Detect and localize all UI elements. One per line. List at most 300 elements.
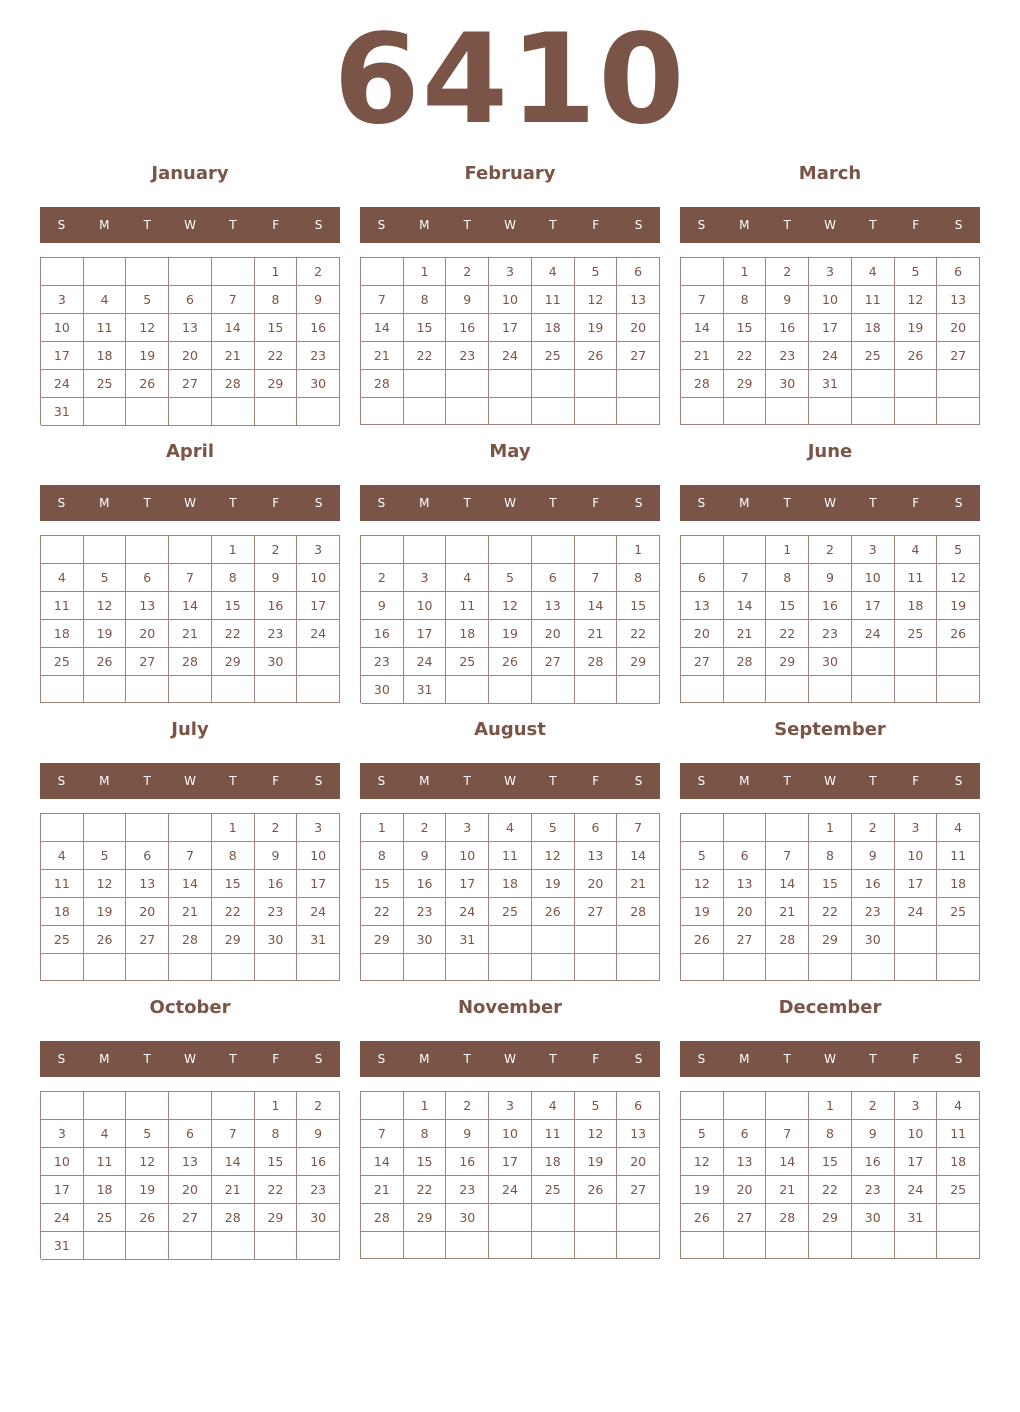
day-cell: 7	[681, 286, 724, 314]
weekday-label: S	[314, 1052, 323, 1066]
day-cell: 11	[532, 1120, 575, 1148]
day-cell: 20	[681, 620, 724, 648]
day-cell: 4	[852, 258, 895, 286]
day-cell: 3	[895, 814, 938, 842]
day-cell: 14	[766, 870, 809, 898]
day-cell: 22	[255, 342, 298, 370]
empty-day-cell	[937, 1204, 980, 1232]
day-cell: 14	[361, 314, 404, 342]
weekday-label: S	[314, 496, 323, 510]
day-cell: 30	[766, 370, 809, 398]
day-cell: 28	[361, 1204, 404, 1232]
empty-day-cell	[617, 954, 660, 981]
day-cell: 13	[126, 870, 169, 898]
day-cell: 11	[937, 842, 980, 870]
empty-day-cell	[895, 676, 938, 703]
day-cell: 10	[489, 286, 532, 314]
empty-day-cell	[212, 954, 255, 981]
day-cell: 12	[126, 314, 169, 342]
day-cell: 30	[297, 370, 340, 398]
empty-day-cell	[41, 814, 84, 842]
empty-day-cell	[681, 398, 724, 425]
day-cell: 5	[84, 564, 127, 592]
day-cell: 24	[297, 620, 340, 648]
empty-day-cell	[169, 1232, 212, 1260]
day-cell: 13	[126, 592, 169, 620]
day-cell: 4	[489, 814, 532, 842]
weekday-label: T	[869, 496, 877, 510]
day-cell: 11	[937, 1120, 980, 1148]
day-cell: 23	[255, 620, 298, 648]
weekday-label: M	[99, 774, 110, 788]
empty-day-cell	[766, 676, 809, 703]
day-cell: 8	[212, 842, 255, 870]
day-cell: 7	[766, 842, 809, 870]
day-cell: 24	[489, 1176, 532, 1204]
day-cell: 21	[681, 342, 724, 370]
day-cell: 15	[212, 870, 255, 898]
day-cell: 6	[126, 842, 169, 870]
empty-day-cell	[84, 1092, 127, 1120]
day-cell: 16	[852, 1148, 895, 1176]
empty-day-cell	[446, 954, 489, 981]
weekday-header	[360, 763, 660, 799]
day-cell: 19	[126, 342, 169, 370]
day-cell: 29	[255, 370, 298, 398]
day-grid	[680, 1091, 980, 1259]
empty-day-cell	[852, 954, 895, 981]
day-cell: 10	[489, 1120, 532, 1148]
weekday-label: T	[549, 496, 557, 510]
day-cell: 27	[617, 342, 660, 370]
day-cell: 20	[575, 870, 618, 898]
day-cell: 6	[575, 814, 618, 842]
day-cell: 25	[532, 1176, 575, 1204]
empty-day-cell	[617, 1232, 660, 1259]
empty-day-cell	[255, 676, 298, 703]
empty-day-cell	[895, 648, 938, 676]
day-cell: 16	[255, 870, 298, 898]
day-cell: 31	[41, 1232, 84, 1260]
empty-day-cell	[489, 398, 532, 425]
weekday-label: S	[377, 774, 386, 788]
empty-day-cell	[84, 258, 127, 286]
empty-day-cell	[895, 398, 938, 425]
day-cell: 8	[212, 564, 255, 592]
day-cell: 23	[297, 1176, 340, 1204]
empty-day-cell	[126, 1232, 169, 1260]
day-cell: 12	[575, 1120, 618, 1148]
day-cell: 16	[404, 870, 447, 898]
empty-day-cell	[532, 1232, 575, 1259]
weekday-header	[40, 763, 340, 799]
weekday-header	[40, 207, 340, 243]
day-cell: 6	[724, 1120, 767, 1148]
empty-day-cell	[681, 258, 724, 286]
day-cell: 19	[84, 620, 127, 648]
day-cell: 21	[212, 1176, 255, 1204]
day-cell: 4	[41, 564, 84, 592]
day-cell: 15	[361, 870, 404, 898]
day-cell: 21	[361, 1176, 404, 1204]
weekday-label: W	[824, 218, 836, 232]
day-cell: 9	[297, 286, 340, 314]
day-cell: 18	[895, 592, 938, 620]
empty-day-cell	[766, 398, 809, 425]
weekday-header	[360, 1041, 660, 1077]
empty-day-cell	[169, 814, 212, 842]
empty-day-cell	[532, 926, 575, 954]
empty-day-cell	[489, 536, 532, 564]
day-cell: 29	[255, 1204, 298, 1232]
day-cell: 23	[297, 342, 340, 370]
day-cell: 9	[852, 1120, 895, 1148]
weekday-label: S	[697, 1052, 706, 1066]
day-cell: 19	[84, 898, 127, 926]
day-cell: 7	[212, 1120, 255, 1148]
empty-day-cell	[532, 536, 575, 564]
day-cell: 6	[126, 564, 169, 592]
weekday-header	[40, 1041, 340, 1077]
day-cell: 21	[169, 620, 212, 648]
weekday-label: S	[954, 1052, 963, 1066]
weekday-label: T	[869, 1052, 877, 1066]
day-grid	[360, 813, 660, 981]
month-name: December	[778, 997, 882, 1018]
day-cell: 23	[446, 1176, 489, 1204]
empty-day-cell	[724, 1092, 767, 1120]
weekday-label: S	[697, 496, 706, 510]
day-cell: 30	[446, 1204, 489, 1232]
day-cell: 2	[852, 814, 895, 842]
empty-day-cell	[446, 398, 489, 425]
empty-day-cell	[84, 814, 127, 842]
day-cell: 22	[766, 620, 809, 648]
day-cell: 18	[852, 314, 895, 342]
weekday-label: M	[739, 1052, 750, 1066]
day-cell: 23	[809, 620, 852, 648]
empty-day-cell	[937, 1232, 980, 1259]
empty-day-cell	[212, 1232, 255, 1260]
day-cell: 29	[766, 648, 809, 676]
weekday-header	[680, 485, 980, 521]
day-cell: 4	[532, 1092, 575, 1120]
day-cell: 8	[724, 286, 767, 314]
empty-day-cell	[297, 1232, 340, 1260]
day-cell: 11	[41, 870, 84, 898]
weekday-label: F	[272, 774, 280, 788]
month-name: July	[171, 719, 209, 740]
day-cell: 2	[404, 814, 447, 842]
weekday-label: W	[184, 774, 196, 788]
day-cell: 2	[446, 1092, 489, 1120]
empty-day-cell	[84, 954, 127, 981]
day-cell: 13	[681, 592, 724, 620]
day-cell: 18	[84, 1176, 127, 1204]
day-cell: 22	[617, 620, 660, 648]
empty-day-cell	[212, 398, 255, 426]
day-cell: 17	[297, 870, 340, 898]
day-cell: 5	[681, 1120, 724, 1148]
day-cell: 5	[126, 286, 169, 314]
day-cell: 16	[766, 314, 809, 342]
empty-day-cell	[361, 398, 404, 425]
empty-day-cell	[766, 954, 809, 981]
day-cell: 24	[297, 898, 340, 926]
day-cell: 20	[937, 314, 980, 342]
day-cell: 10	[852, 564, 895, 592]
day-cell: 28	[724, 648, 767, 676]
day-cell: 2	[852, 1092, 895, 1120]
day-cell: 26	[126, 1204, 169, 1232]
day-cell: 17	[489, 1148, 532, 1176]
day-cell: 20	[617, 314, 660, 342]
day-cell: 3	[809, 258, 852, 286]
weekday-label: S	[57, 496, 66, 510]
empty-day-cell	[126, 814, 169, 842]
empty-day-cell	[361, 954, 404, 981]
day-cell: 19	[575, 314, 618, 342]
day-cell: 2	[297, 258, 340, 286]
empty-day-cell	[446, 370, 489, 398]
day-cell: 19	[681, 898, 724, 926]
empty-day-cell	[169, 1092, 212, 1120]
day-cell: 26	[489, 648, 532, 676]
day-cell: 13	[937, 286, 980, 314]
empty-day-cell	[212, 258, 255, 286]
day-cell: 4	[446, 564, 489, 592]
day-cell: 17	[446, 870, 489, 898]
day-cell: 16	[297, 314, 340, 342]
empty-day-cell	[446, 1232, 489, 1259]
weekday-label: T	[869, 218, 877, 232]
day-cell: 7	[169, 564, 212, 592]
day-cell: 14	[617, 842, 660, 870]
day-grid	[360, 535, 660, 703]
empty-day-cell	[724, 814, 767, 842]
day-cell: 13	[532, 592, 575, 620]
weekday-label: T	[549, 1052, 557, 1066]
day-cell: 10	[41, 314, 84, 342]
day-cell: 13	[617, 1120, 660, 1148]
empty-day-cell	[404, 398, 447, 425]
day-cell: 11	[84, 1148, 127, 1176]
day-cell: 31	[895, 1204, 938, 1232]
day-cell: 27	[724, 926, 767, 954]
day-cell: 3	[895, 1092, 938, 1120]
day-cell: 3	[446, 814, 489, 842]
day-cell: 6	[169, 286, 212, 314]
weekday-label: S	[634, 774, 643, 788]
day-cell: 24	[446, 898, 489, 926]
day-grid	[680, 535, 980, 703]
day-cell: 20	[532, 620, 575, 648]
weekday-header	[680, 207, 980, 243]
weekday-label: F	[912, 496, 920, 510]
empty-day-cell	[575, 536, 618, 564]
day-cell: 24	[852, 620, 895, 648]
empty-day-cell	[681, 536, 724, 564]
weekday-label: W	[824, 1052, 836, 1066]
day-cell: 1	[617, 536, 660, 564]
day-cell: 3	[852, 536, 895, 564]
day-cell: 1	[809, 1092, 852, 1120]
empty-day-cell	[255, 954, 298, 981]
empty-day-cell	[532, 398, 575, 425]
day-cell: 7	[617, 814, 660, 842]
weekday-label: T	[463, 1052, 471, 1066]
day-cell: 26	[895, 342, 938, 370]
day-cell: 27	[575, 898, 618, 926]
day-cell: 5	[126, 1120, 169, 1148]
empty-day-cell	[126, 954, 169, 981]
day-cell: 2	[255, 536, 298, 564]
day-cell: 25	[489, 898, 532, 926]
empty-day-cell	[361, 258, 404, 286]
empty-day-cell	[937, 676, 980, 703]
empty-day-cell	[361, 1092, 404, 1120]
day-cell: 10	[809, 286, 852, 314]
weekday-label: W	[184, 218, 196, 232]
empty-day-cell	[84, 536, 127, 564]
empty-day-cell	[404, 954, 447, 981]
empty-day-cell	[809, 676, 852, 703]
day-cell: 16	[297, 1148, 340, 1176]
day-cell: 15	[255, 1148, 298, 1176]
day-cell: 8	[766, 564, 809, 592]
day-cell: 22	[809, 1176, 852, 1204]
day-cell: 26	[681, 1204, 724, 1232]
day-cell: 23	[446, 342, 489, 370]
day-cell: 1	[809, 814, 852, 842]
day-cell: 11	[489, 842, 532, 870]
day-cell: 3	[489, 258, 532, 286]
day-cell: 12	[575, 286, 618, 314]
day-cell: 5	[489, 564, 532, 592]
day-cell: 20	[617, 1148, 660, 1176]
day-cell: 7	[361, 1120, 404, 1148]
day-cell: 7	[724, 564, 767, 592]
empty-day-cell	[41, 1092, 84, 1120]
day-cell: 12	[681, 870, 724, 898]
day-cell: 17	[297, 592, 340, 620]
empty-day-cell	[361, 1232, 404, 1259]
day-cell: 15	[404, 1148, 447, 1176]
empty-day-cell	[169, 258, 212, 286]
weekday-label: W	[184, 496, 196, 510]
day-cell: 1	[404, 1092, 447, 1120]
weekday-label: T	[463, 496, 471, 510]
day-cell: 14	[169, 870, 212, 898]
day-cell: 23	[852, 1176, 895, 1204]
day-cell: 28	[575, 648, 618, 676]
day-grid	[360, 1091, 660, 1259]
empty-day-cell	[489, 926, 532, 954]
day-cell: 25	[41, 926, 84, 954]
day-cell: 24	[41, 370, 84, 398]
empty-day-cell	[937, 954, 980, 981]
empty-day-cell	[446, 536, 489, 564]
empty-day-cell	[41, 676, 84, 703]
day-cell: 23	[404, 898, 447, 926]
day-cell: 18	[489, 870, 532, 898]
empty-day-cell	[681, 954, 724, 981]
day-cell: 28	[681, 370, 724, 398]
day-cell: 28	[361, 370, 404, 398]
empty-day-cell	[575, 1232, 618, 1259]
empty-day-cell	[681, 814, 724, 842]
day-cell: 10	[41, 1148, 84, 1176]
day-cell: 1	[212, 814, 255, 842]
day-cell: 9	[255, 564, 298, 592]
weekday-label: W	[184, 1052, 196, 1066]
day-cell: 4	[532, 258, 575, 286]
day-cell: 19	[895, 314, 938, 342]
weekday-label: M	[419, 496, 430, 510]
day-cell: 30	[852, 926, 895, 954]
weekday-header	[360, 207, 660, 243]
empty-day-cell	[255, 398, 298, 426]
day-cell: 21	[617, 870, 660, 898]
day-cell: 27	[169, 1204, 212, 1232]
empty-day-cell	[937, 926, 980, 954]
empty-day-cell	[489, 1204, 532, 1232]
weekday-label: T	[783, 774, 791, 788]
empty-day-cell	[681, 1232, 724, 1259]
empty-day-cell	[575, 370, 618, 398]
day-cell: 19	[681, 1176, 724, 1204]
empty-day-cell	[681, 1092, 724, 1120]
weekday-label: T	[783, 218, 791, 232]
day-cell: 27	[937, 342, 980, 370]
day-cell: 3	[489, 1092, 532, 1120]
empty-day-cell	[532, 954, 575, 981]
weekday-label: S	[377, 218, 386, 232]
weekday-label: T	[549, 774, 557, 788]
day-cell: 28	[212, 370, 255, 398]
day-cell: 22	[212, 620, 255, 648]
day-cell: 21	[169, 898, 212, 926]
weekday-label: M	[419, 218, 430, 232]
day-cell: 6	[617, 1092, 660, 1120]
day-cell: 18	[84, 342, 127, 370]
day-cell: 8	[404, 1120, 447, 1148]
day-grid	[680, 257, 980, 425]
day-cell: 31	[297, 926, 340, 954]
weekday-header	[360, 485, 660, 521]
empty-day-cell	[297, 398, 340, 426]
day-cell: 2	[766, 258, 809, 286]
weekday-label: T	[143, 218, 151, 232]
day-cell: 2	[446, 258, 489, 286]
day-cell: 24	[809, 342, 852, 370]
month-name: June	[807, 441, 853, 462]
day-cell: 14	[169, 592, 212, 620]
day-cell: 26	[681, 926, 724, 954]
day-cell: 29	[212, 926, 255, 954]
day-cell: 7	[575, 564, 618, 592]
day-cell: 22	[404, 1176, 447, 1204]
weekday-label: S	[57, 774, 66, 788]
day-cell: 11	[41, 592, 84, 620]
weekday-label: S	[954, 774, 963, 788]
empty-day-cell	[852, 370, 895, 398]
weekday-label: S	[634, 496, 643, 510]
day-cell: 8	[255, 286, 298, 314]
day-cell: 20	[126, 898, 169, 926]
day-cell: 11	[895, 564, 938, 592]
day-cell: 10	[895, 842, 938, 870]
